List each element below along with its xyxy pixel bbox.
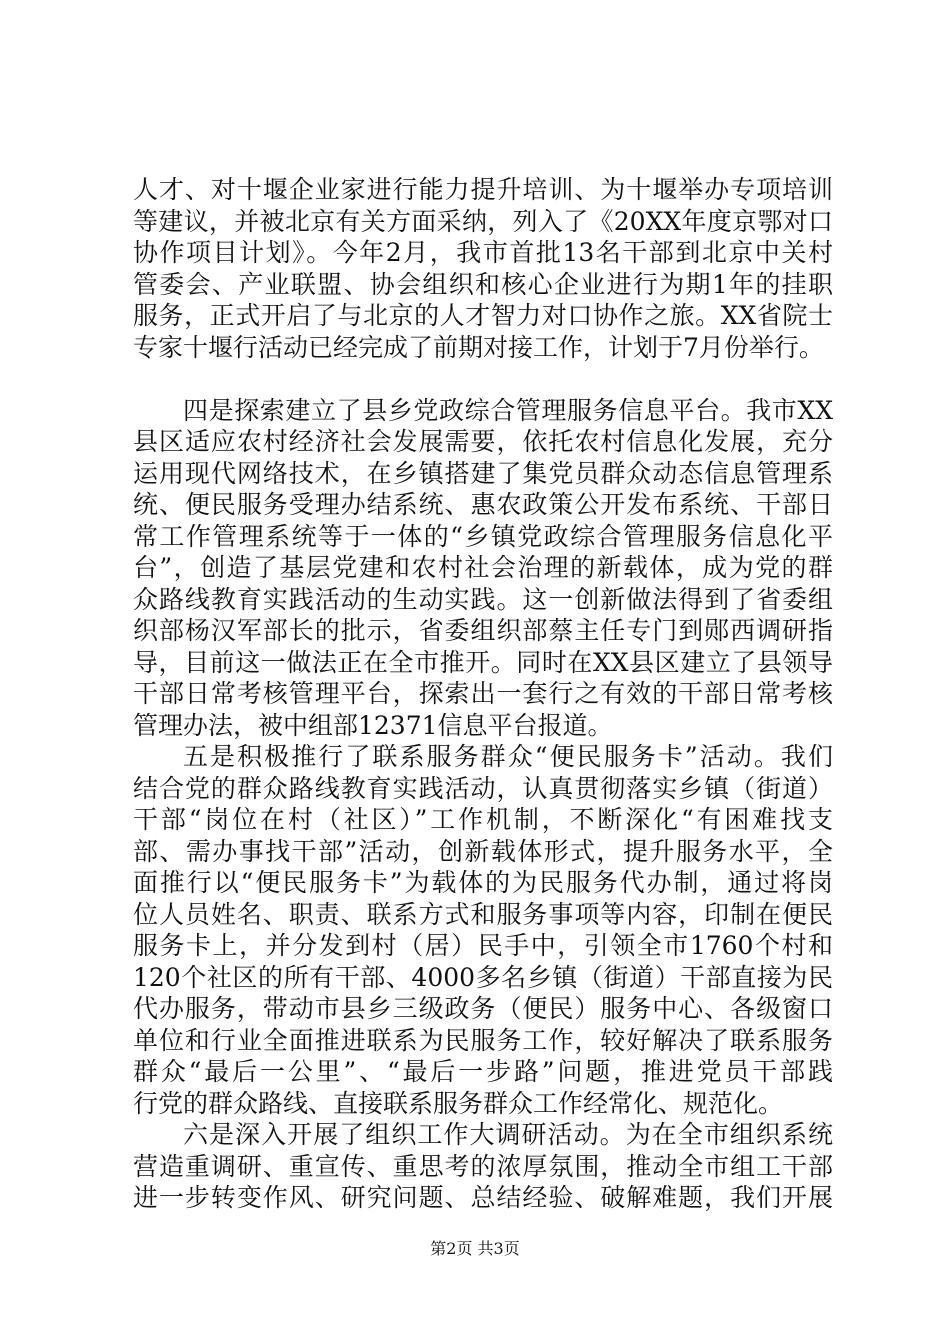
paragraph-service-card <box>133 741 833 1119</box>
text-line: 导，目前这一做法正在全市推开。同时在XX县区建立了县领导 <box>133 647 833 677</box>
text-line: 干部“岗位在村（社区）”工作机制，不断深化“有困难找支 <box>133 805 833 834</box>
text-line: 代办服务，带动市县乡三级政务（便民）服务中心、各级窗口 <box>133 994 833 1023</box>
text-line: 常工作管理系统等于一体的“乡镇党政综合管理服务信息化平 <box>133 521 833 551</box>
text-line: 进一步转变作风、研究问题、总结经验、破解难题，我们开展 <box>133 1183 833 1212</box>
text-line: 专家十堰行活动已经完成了前期对接工作，计划于7月份举行。 <box>133 332 824 362</box>
text-line: 运用现代网络技术，在乡镇搭建了集党员群众动态信息管理系 <box>133 458 833 488</box>
text-line: 服务，正式开启了与北京的人才智力对口协作之旅。XX省院士 <box>133 301 833 330</box>
text-line: 群众“最后一公里”、“最后一步路”问题，推进党员干部践 <box>133 1057 833 1086</box>
text-line: 行党的群众路线、直接联系服务群众工作经常化、规范化。 <box>133 1088 784 1118</box>
text-line: 服务卡上，并分发到村（居）民手中，引领全市1760个村和 <box>133 931 833 960</box>
text-line: 四是探索建立了县乡党政综合管理服务信息平台。我市XX <box>183 395 833 425</box>
text-line: 人才、对十堰企业家进行能力提升培训、为十堰举办专项培训 <box>133 175 833 204</box>
text-line: 单位和行业全面推进联系为民服务工作，较好解决了联系服务 <box>133 1025 833 1055</box>
paragraph-research-activity <box>133 1119 833 1214</box>
text-line: 位人员姓名、职责、联系方式和服务事项等内容，印制在便民 <box>133 899 833 929</box>
text-line: 县区适应农村经济社会发展需要，依托农村信息化发展，充分 <box>133 427 833 456</box>
text-line: 营造重调研、重宣传、重思考的浓厚氛围，推动全市组工干部 <box>133 1151 833 1181</box>
text-line: 干部日常考核管理平台，探索出一套行之有效的干部日常考核 <box>133 679 833 708</box>
page-number-label: 第2页 共3页 <box>430 1239 520 1258</box>
text-line: 六是深入开展了组织工作大调研活动。为在全市组织系统 <box>183 1120 833 1149</box>
text-line: 织部杨汉军部长的批示，省委组织部蔡主任专门到郧西调研指 <box>133 616 833 645</box>
text-line: 120个社区的所有干部、4000多名乡镇（街道）干部直接为民 <box>133 962 833 992</box>
text-line: 众路线教育实践活动的生动实践。这一创新做法得到了省委组 <box>133 584 833 614</box>
page-footer <box>0 1239 950 1259</box>
text-line: 等建议，并被北京有关方面采纳，列入了《20XX年度京鄂对口 <box>133 206 833 236</box>
text-line: 面推行以“便民服务卡”为载体的为民服务代办制，通过将岗 <box>133 868 833 897</box>
text-line: 管理办法，被中组部12371信息平台报道。 <box>133 710 613 740</box>
paragraph-info-platform <box>133 395 833 742</box>
text-line: 台”，创造了基层党建和农村社会治理的新载体，成为党的群 <box>133 553 833 582</box>
paragraph-talent-cooperation <box>133 174 833 363</box>
document-body <box>133 174 833 1214</box>
text-line: 部、需办事找干部”活动，创新载体形式，提升服务水平，全 <box>133 836 833 866</box>
text-line: 协作项目计划》。今年2月，我市首批13名干部到北京中关村 <box>133 238 833 267</box>
paragraph-gap <box>133 363 833 395</box>
text-line: 结合党的群众路线教育实践活动，认真贯彻落实乡镇（街道） <box>133 773 833 803</box>
text-line: 五是积极推行了联系服务群众“便民服务卡”活动。我们 <box>183 742 833 771</box>
text-line: 统、便民服务受理办结系统、惠农政策公开发布系统、干部日 <box>133 490 833 519</box>
text-line: 管委会、产业联盟、协会组织和核心企业进行为期1年的挂职 <box>133 269 833 299</box>
